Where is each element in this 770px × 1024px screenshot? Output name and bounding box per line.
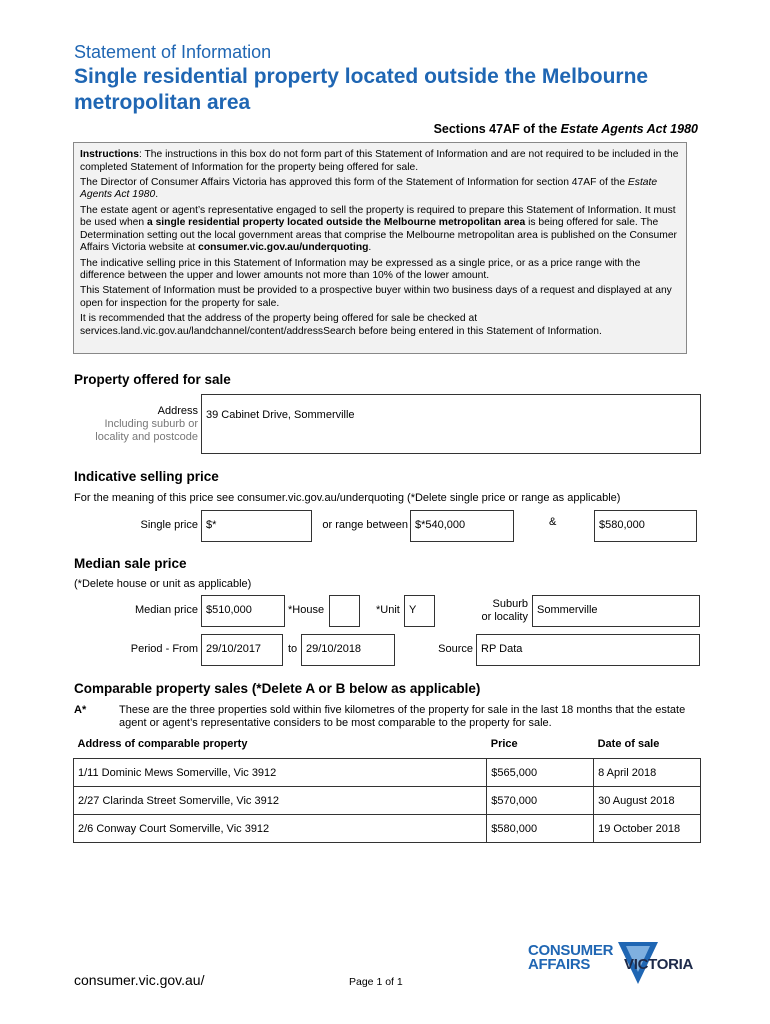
single-price-label: Single price (140, 519, 198, 531)
range-high-field[interactable]: $580,000 (594, 510, 697, 542)
form-subtitle: Statement of Information (74, 42, 272, 62)
period-to-field[interactable]: 29/10/2018 (301, 634, 395, 666)
address-label: Address (157, 405, 198, 417)
instructions-p1-text: : The instructions in this box do not form part of this Statement of Information and are not required to be included in the completed Statement of Information for the property being offered for sale. (80, 149, 679, 173)
column-header-date: Date of sale (597, 738, 660, 750)
source-field[interactable]: RP Data (476, 634, 700, 666)
table-header-row (74, 738, 701, 759)
column-header-price: Price (490, 738, 518, 750)
suburb-label (460, 598, 528, 624)
median-price-label: Median price (135, 604, 198, 616)
column-header-address: Address of comparable property (77, 738, 248, 750)
table-row (74, 815, 701, 843)
consumer-affairs-victoria-logo (527, 940, 707, 990)
comparable-date-cell[interactable]: 30 August 2018 (594, 787, 701, 815)
period-from-label: Period - From (130, 643, 198, 655)
instructions-p4: The indicative selling price in this Statement of Information may be expressed as a single price, or as a price range with the difference between the upper and lower amounts not more than 10% of the lower amount. (80, 257, 641, 282)
range-ampersand: & (549, 516, 557, 528)
unit-label: *Unit (376, 604, 400, 616)
unit-field[interactable]: Y (404, 595, 435, 627)
sections-reference (434, 122, 698, 136)
page-number: Page 1 of 1 (349, 976, 403, 988)
address-label-group (74, 405, 198, 444)
suburb-label-line2: or locality (481, 611, 528, 623)
instructions-p6: It is recommended that the address of the property being offered for sale be checked at services.land.vic.gov.au/landchannel/content/addressSearch before being entered in this Statement of Information. (80, 313, 602, 337)
indicative-note: For the meaning of this price see consumer.vic.gov.au/underquoting (*Delete single price or range as applicable) (74, 492, 621, 504)
comparable-address-cell[interactable]: 2/6 Conway Court Somerville, Vic 3912 (74, 815, 487, 843)
median-price-field[interactable]: $510,000 (201, 595, 285, 627)
option-a-text: These are the three properties sold within five kilometres of the property for sale in the last 18 months that the estate agent or agent’s representative considers to be most comparable to the property for sale. (119, 704, 686, 729)
table-row (74, 759, 701, 787)
comparable-date-cell[interactable]: 8 April 2018 (594, 759, 701, 787)
table-row (74, 787, 701, 815)
property-heading: Property offered for sale (74, 372, 231, 387)
period-from-field[interactable]: 29/10/2017 (201, 634, 283, 666)
comparable-address-cell[interactable]: 1/11 Dominic Mews Somerville, Vic 3912 (74, 759, 487, 787)
address-field[interactable]: 39 Cabinet Drive, Sommerville (201, 394, 701, 454)
instructions-p1 (80, 149, 680, 174)
single-price-field[interactable]: $* (201, 510, 312, 542)
instructions-p3: The estate agent or agent’s representative engaged to sell the property is required to prepare this Statement of Information. It must be used when a single residential property located outside the Melbourne metropolitan area is being offered for sale. The Determination setting out the local government areas that comprise the Melbourne metropolitan area is published on the Consumer Affairs Victoria website at consumer.vic.gov.au/underquoting. (80, 204, 677, 254)
logo-line-victoria: VICTORIA (624, 956, 693, 973)
comparable-address-cell[interactable]: 2/27 Clarinda Street Somerville, Vic 3912 (74, 787, 487, 815)
source-label: Source (438, 643, 473, 655)
instructions-p3-b: is being offered for sale. The Determination setting out the local government areas that comprise the Melbourne metropolitan area is published on the Consumer Affairs Victoria website at (80, 217, 677, 254)
underquoting-link[interactable]: consumer.vic.gov.au/underquoting (198, 242, 369, 254)
sections-act: Estate Agents Act 1980 (560, 122, 698, 136)
suburb-label-line1: Suburb (492, 598, 528, 610)
comparable-price-cell[interactable]: $570,000 (487, 787, 594, 815)
house-field[interactable] (329, 595, 360, 627)
option-a-marker: A* (74, 704, 87, 716)
comparable-sales-table (73, 738, 701, 843)
median-note: (*Delete house or unit as applicable) (74, 578, 252, 590)
median-heading: Median sale price (74, 556, 187, 571)
suburb-field[interactable]: Sommerville (532, 595, 700, 627)
sections-prefix: Sections 47AF of the (433, 122, 561, 136)
page-title: Single residential property located outside the Melbourne metropolitan area (74, 65, 649, 114)
instructions-p2-act: Estate Agents Act 1980 (80, 176, 658, 201)
instructions-box (73, 142, 687, 354)
indicative-heading: Indicative selling price (74, 469, 219, 484)
range-label: or range between (322, 519, 408, 531)
logo-line-affairs: AFFAIRS (528, 956, 591, 973)
instructions-p2-text: The Director of Consumer Affairs Victoria has approved this form of the Statement of Information for section 47AF of the (80, 176, 628, 188)
instructions-p3-a: The estate agent or agent’s representative engaged to sell the property is required to prepare this Statement of Information. It must be used when (80, 204, 676, 229)
comparable-date-cell[interactable]: 19 October 2018 (594, 815, 701, 843)
comparable-price-cell[interactable]: $565,000 (487, 759, 594, 787)
instructions-label: Instructions (80, 149, 139, 160)
instructions-p5: This Statement of Information must be provided to a prospective buyer within two business days of a request and displayed at any open for inspection for the property for sale. (80, 285, 672, 309)
footer-website[interactable]: consumer.vic.gov.au/ (74, 972, 205, 988)
comparable-price-cell[interactable]: $580,000 (487, 815, 594, 843)
address-hint: Including suburb or locality and postcode (95, 418, 198, 443)
logo-line-consumer: CONSUMER (528, 942, 614, 959)
comparable-heading: Comparable property sales (*Delete A or B below as applicable) (74, 681, 481, 696)
period-to-label: to (288, 643, 298, 655)
range-low-field[interactable]: $*540,000 (410, 510, 514, 542)
house-label: *House (288, 604, 325, 616)
instructions-p3-bold: a single residential property located outside the Melbourne metropolitan area (146, 217, 526, 229)
instructions-p2: The Director of Consumer Affairs Victoria has approved this form of the Statement of Information for section 47AF of the Estate Agents Act 1980. (80, 176, 658, 201)
